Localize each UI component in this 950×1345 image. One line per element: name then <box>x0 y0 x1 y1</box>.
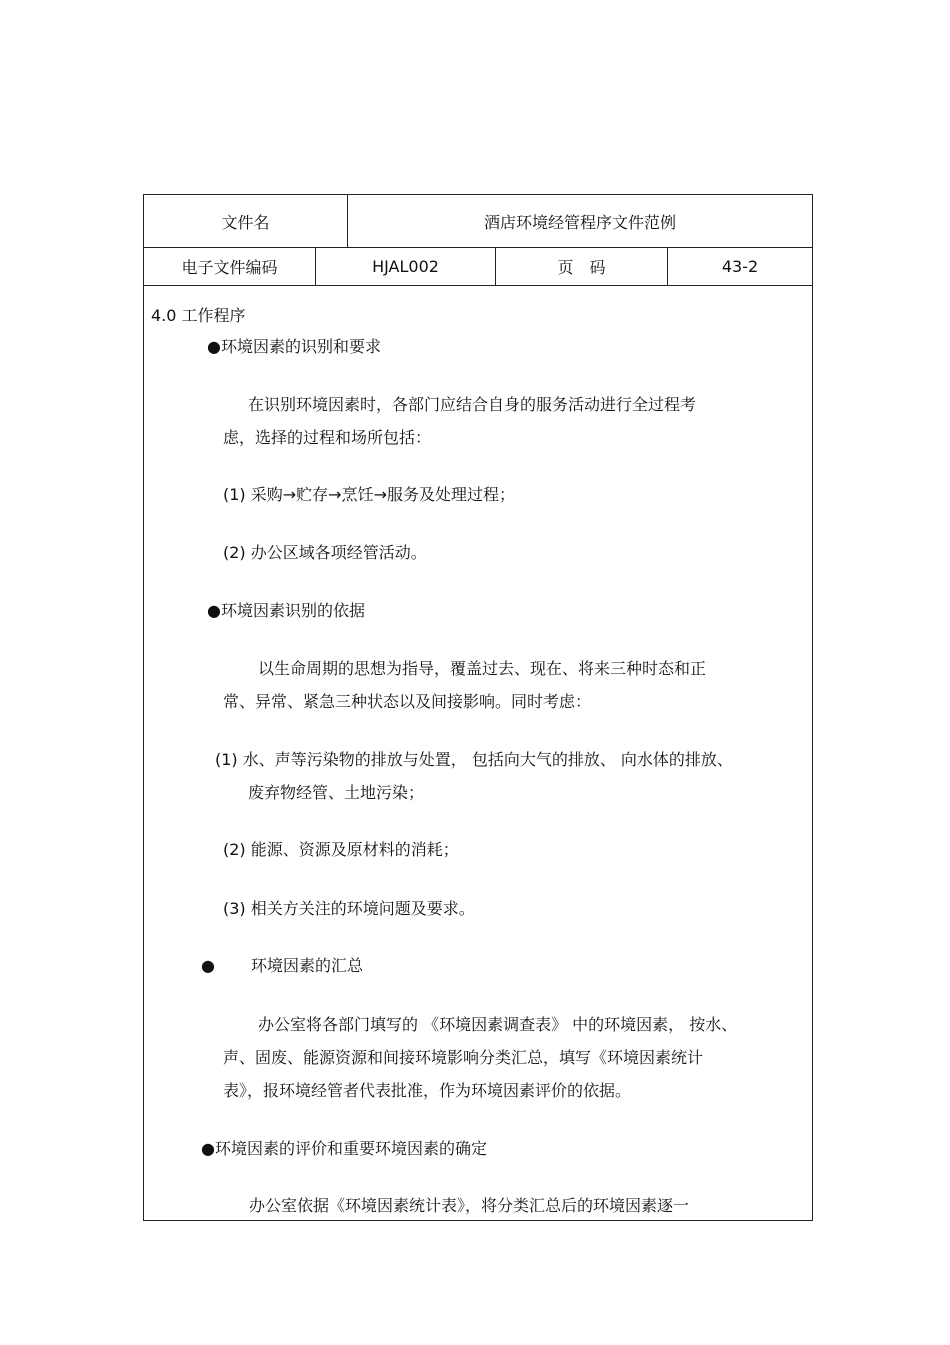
section-2-item-1-line-1: (1) 水、声等污染物的排放与处置， 包括向大气的排放、 向水体的排放、 <box>215 750 733 769</box>
section-3-title: 环境因素的汇总 <box>250 956 363 975</box>
section-1-item-2: (2) 办公区域各项经管活动。 <box>223 543 427 562</box>
file-name-label: 文件名 <box>221 212 270 232</box>
section-2-title: 环境因素识别的依据 <box>220 601 365 620</box>
section-3-para-line-2: 声、固废、能源资源和间接环境影响分类汇总，填写《环境因素统计 <box>223 1048 704 1067</box>
section-2-heading <box>207 601 365 621</box>
bullet-icon: ● <box>201 956 215 975</box>
page-label: 页 码 <box>495 247 667 285</box>
section-2-item-2: (2) 能源、资源及原材料的消耗； <box>223 840 459 859</box>
section-2-item-1-line-2: 废弃物经管、土地污染； <box>248 783 425 802</box>
section-1-title: 环境因素的识别和要求 <box>220 337 381 356</box>
section-1-item-1: (1) 采购→贮存→烹饪→服务及处理过程； <box>223 485 515 504</box>
section-4-heading <box>201 1139 487 1159</box>
section-2-para-line-2: 常、异常、紧急三种状态以及间接影响。同时考虑： <box>223 692 592 711</box>
code-value: HJAL002 <box>315 247 495 285</box>
header-row-code <box>144 247 812 286</box>
section-title: 4.0 工作程序 <box>151 306 246 325</box>
section-2-item-3: (3) 相关方关注的环境问题及要求。 <box>223 899 475 918</box>
section-3-para-line-3: 表》，报环境经管者代表批准，作为环境因素评价的依据。 <box>223 1081 632 1100</box>
page-value: 43-2 <box>667 247 812 285</box>
section-4-para-line-1: 办公室依据《环境因素统计表》，将分类汇总后的环境因素逐一 <box>249 1196 690 1215</box>
section-1-heading <box>207 337 381 357</box>
section-3-para-line-1: 办公室将各部门填写的 《环境因素调查表》 中的环境因素， 按水、 <box>258 1015 738 1034</box>
bullet-icon: ● <box>207 601 221 620</box>
header-row-file-name <box>144 195 812 248</box>
bullet-icon: ● <box>207 337 221 356</box>
section-1-para-line-1: 在识别环境因素时，各部门应结合自身的服务活动进行全过程考 <box>248 395 697 414</box>
section-1-para-line-2: 虑，选择的过程和场所包括： <box>223 428 432 447</box>
file-name-value: 酒店环境经管程序文件范例 <box>347 195 812 247</box>
section-2-para-line-1: 以生命周期的思想为指导，覆盖过去、现在、将来三种时态和正 <box>258 659 707 678</box>
bullet-icon: ● <box>201 1139 215 1158</box>
section-4-title: 环境因素的评价和重要环境因素的确定 <box>214 1139 487 1158</box>
code-label: 电子文件编码 <box>181 257 278 277</box>
section-3-heading <box>201 956 363 976</box>
